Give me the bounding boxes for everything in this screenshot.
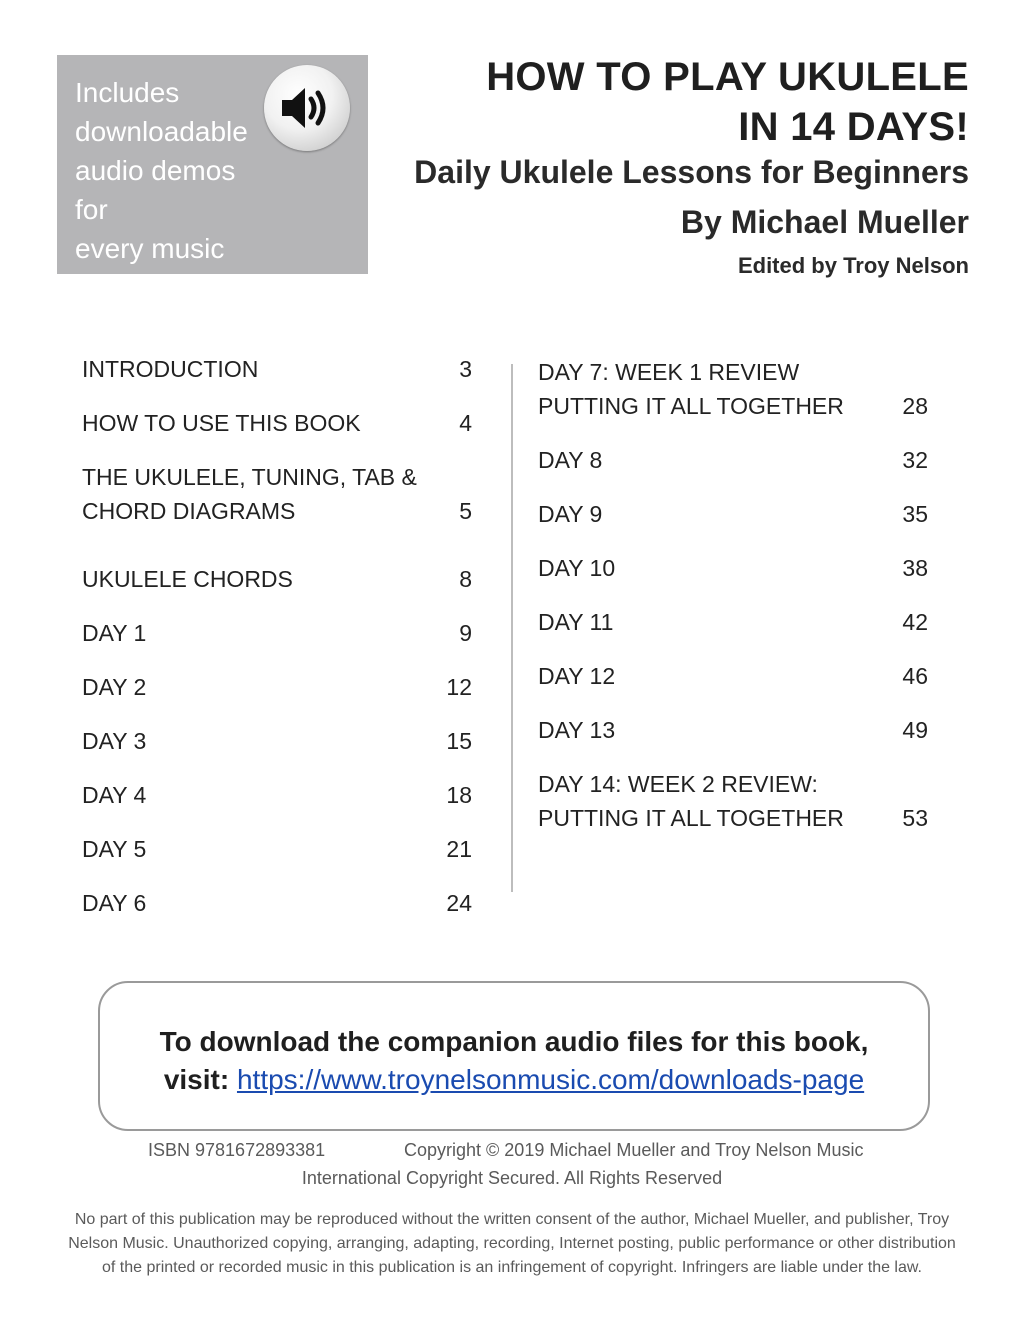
toc-entry — [538, 659, 928, 693]
audio-demo-line: Includes — [75, 77, 180, 108]
book-title-line-1: HOW TO PLAY UKULELE — [486, 55, 969, 99]
toc-entry — [82, 886, 472, 920]
audio-demo-line: audio demos for — [75, 155, 236, 225]
audio-demo-box — [57, 55, 368, 303]
toc-page-number: 24 — [446, 890, 472, 916]
book-title-line-2: IN 14 DAYS! — [738, 105, 969, 149]
toc-entry — [82, 670, 472, 704]
toc-page-number: 9 — [459, 620, 472, 646]
toc-entry — [538, 551, 928, 585]
downloads-page-link[interactable]: https://www.troynelsonmusic.com/downloads-page — [236, 1064, 865, 1095]
book-author: By Michael Mueller — [680, 204, 969, 240]
toc-page-number: 4 — [459, 410, 472, 436]
download-visit-line — [100, 1061, 928, 1099]
toc-entry — [82, 460, 472, 528]
toc-page-number: 12 — [446, 674, 472, 700]
download-line: To download the companion audio files for this book, — [159, 1026, 869, 1057]
toc-page-number: 49 — [902, 717, 928, 743]
legal-line: of the printed or recorded music in this publication is an infringement of copyright. Infringers are liable under the law. — [102, 1259, 922, 1276]
toc-label: DAY 9 — [538, 501, 603, 527]
toc-label: DAY 3 — [82, 728, 147, 754]
toc-entry — [82, 406, 472, 440]
audio-demo-line: every music — [75, 233, 225, 264]
isbn-text: ISBN 9781672893381 — [148, 1140, 326, 1160]
toc-label: DAY 10 — [538, 555, 616, 581]
toc-label: DAY 7: WEEK 1 REVIEW — [538, 359, 800, 385]
legal-line: Nelson Music. Unauthorized copying, arranging, adapting, recording, Internet posting, public performance or other distribution — [68, 1235, 956, 1252]
copyright-text: Copyright © 2019 Michael Mueller and Troy Nelson Music — [404, 1140, 864, 1160]
audio-demo-line: downloadable — [75, 116, 248, 147]
toc-entry — [538, 355, 928, 423]
toc-label: INTRODUCTION — [82, 356, 259, 382]
legal-notice — [60, 1208, 964, 1280]
toc-label: DAY 14: WEEK 2 REVIEW: — [538, 771, 818, 797]
toc-page-number: 28 — [902, 393, 928, 419]
toc-page-number: 32 — [902, 447, 928, 473]
toc-label: DAY 13 — [538, 717, 616, 743]
toc-label: PUTTING IT ALL TOGETHER — [538, 805, 844, 831]
toc-page-number: 5 — [459, 498, 472, 524]
toc-label: CHORD DIAGRAMS — [82, 498, 296, 524]
toc-entry — [538, 497, 928, 531]
toc-page-number: 38 — [902, 555, 928, 581]
legal-line: No part of this publication may be reproduced without the written consent of the author, Michael Mueller, and publisher, Troy — [74, 1211, 950, 1228]
toc-label: DAY 11 — [538, 609, 614, 635]
toc-page-number: 46 — [902, 663, 928, 689]
toc-column-divider — [511, 364, 513, 892]
toc-label: DAY 6 — [82, 890, 147, 916]
toc-page-number: 53 — [902, 805, 928, 831]
toc-page-number: 8 — [459, 566, 472, 592]
toc-entry — [82, 832, 472, 866]
audio-demo-line: example! — [75, 272, 189, 303]
toc-entry — [82, 562, 472, 596]
toc-entry — [538, 767, 928, 835]
title-block — [414, 52, 969, 280]
toc-label: DAY 8 — [538, 447, 603, 473]
toc-label: DAY 1 — [82, 620, 147, 646]
toc-entry — [82, 724, 472, 758]
toc-entry — [538, 713, 928, 747]
toc-page-number: 21 — [446, 836, 472, 862]
toc-page-number: 18 — [446, 782, 472, 808]
toc-label: DAY 4 — [82, 782, 147, 808]
toc-entry — [82, 616, 472, 650]
toc-entry — [538, 605, 928, 639]
toc-label: DAY 12 — [538, 663, 616, 689]
book-subtitle: Daily Ukulele Lessons for Beginners — [414, 154, 969, 190]
toc-page-number: 35 — [902, 501, 928, 527]
toc-label: UKULELE CHORDS — [82, 566, 293, 592]
download-instructions — [100, 1023, 928, 1099]
toc-label: HOW TO USE THIS BOOK — [82, 410, 361, 436]
toc-label: DAY 5 — [82, 836, 147, 862]
toc-page-number: 3 — [459, 356, 472, 382]
toc-label: THE UKULELE, TUNING, TAB & — [82, 464, 417, 490]
toc-entry — [82, 778, 472, 812]
toc-entry — [82, 352, 472, 386]
book-editor: Edited by Troy Nelson — [737, 253, 969, 278]
toc-entry — [538, 443, 928, 477]
toc-page-number: 15 — [446, 728, 472, 754]
audio-demo-text — [75, 73, 275, 307]
rights-text: International Copyright Secured. All Rights Reserved — [301, 1168, 723, 1188]
toc-label: DAY 2 — [82, 674, 147, 700]
toc-label: PUTTING IT ALL TOGETHER — [538, 393, 844, 419]
download-info-box — [98, 981, 930, 1131]
toc-page-number: 42 — [902, 609, 928, 635]
speaker-volume-icon — [264, 65, 350, 151]
visit-label: visit: — [163, 1064, 230, 1095]
